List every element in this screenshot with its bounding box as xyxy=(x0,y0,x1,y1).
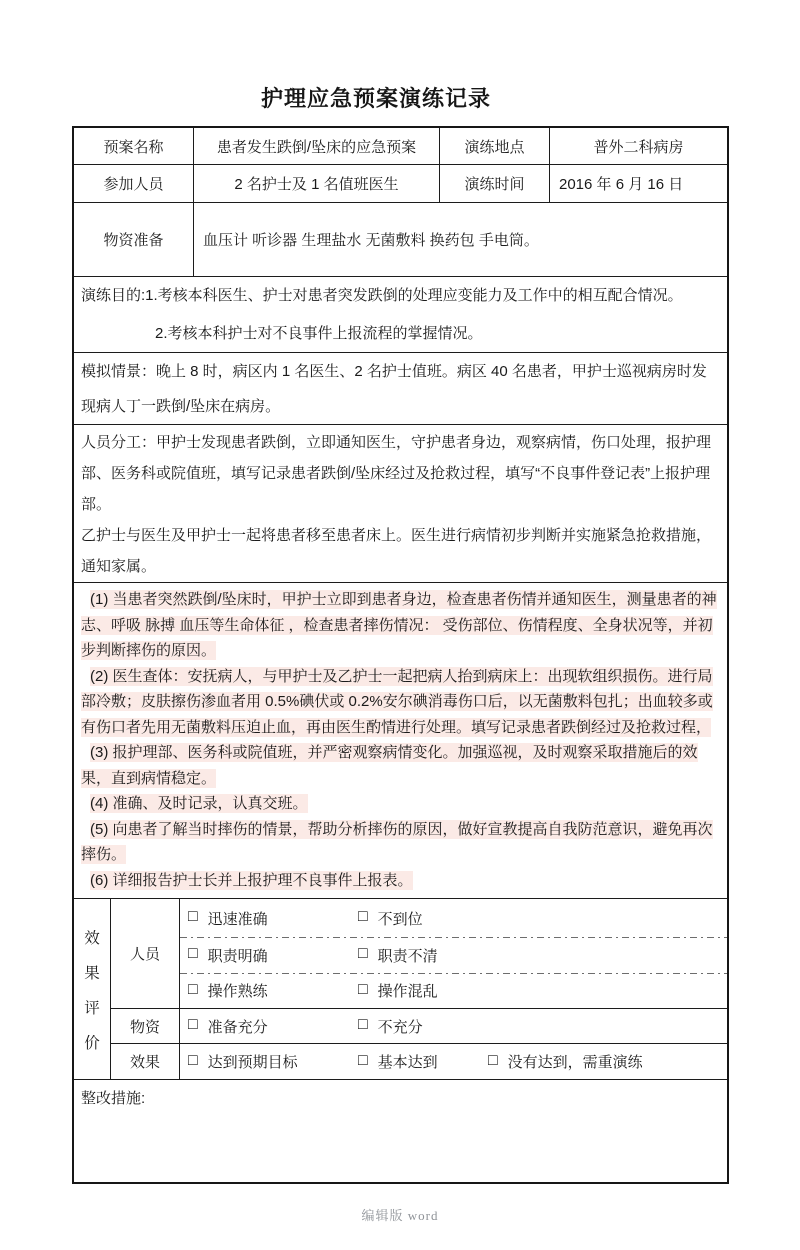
time-value: 2016 年 6 月 16 日 xyxy=(549,165,727,202)
procedure-item-5 xyxy=(81,817,720,868)
option-label: 职责不清 xyxy=(377,947,438,965)
procedure-item-4 xyxy=(81,791,720,817)
division-para-2: 乙护士与医生及甲护士一起将患者移至患者床上。医生进行病情初步判断并实施紧急抢救措施，通知家属。 xyxy=(81,527,712,575)
side-label-char: 评 xyxy=(84,999,100,1017)
eval-row-supplies xyxy=(180,1009,727,1044)
procedure-item-2 xyxy=(81,664,720,741)
option-duty-clear xyxy=(188,945,358,966)
option-label: 迅速准确 xyxy=(207,910,268,928)
side-label-char: 价 xyxy=(84,1034,100,1052)
plan-name-value: 患者发生跌倒/坠床的应急预案 xyxy=(193,128,439,164)
rectification-label: 整改措施: xyxy=(81,1090,146,1107)
option-not-in-place xyxy=(358,908,423,929)
purpose-line-2: 2.考核本科护士对不良事件上报流程的掌握情况。 xyxy=(155,325,483,342)
option-label: 达到预期目标 xyxy=(207,1054,298,1071)
option-goal-reached xyxy=(188,1051,358,1072)
location-label: 演练地点 xyxy=(439,128,549,164)
eval-row-speed xyxy=(180,899,727,937)
location-value: 普外二科病房 xyxy=(549,128,727,164)
checkbox-icon[interactable]: □ xyxy=(358,980,368,998)
section-procedure xyxy=(74,582,727,898)
highlighted-text: (4) 准确、及时记录，认真交班。 xyxy=(90,795,308,812)
row-plan-name xyxy=(74,128,727,164)
highlighted-text: (6) 详细报告护士长并上报护理不良事件上报表。 xyxy=(90,871,413,889)
checkbox-icon[interactable]: □ xyxy=(358,1016,368,1033)
group-label-personnel: 人员 xyxy=(111,899,180,1009)
row-participants xyxy=(74,164,727,202)
option-quick-accurate xyxy=(188,908,358,929)
procedure-item-6 xyxy=(81,868,720,894)
option-duty-unclear xyxy=(358,945,438,966)
section-rectification xyxy=(74,1079,727,1182)
side-label-char: 果 xyxy=(84,964,100,982)
side-label-char: 效 xyxy=(84,929,100,947)
option-label: 没有达到，需重演练 xyxy=(507,1054,643,1071)
row-supplies xyxy=(74,202,727,276)
plan-name-label: 预案名称 xyxy=(103,138,164,156)
checkbox-icon[interactable]: □ xyxy=(188,1016,198,1033)
eval-row-effect xyxy=(180,1044,727,1079)
highlighted-text: (1) 当患者突然跌倒/坠床时，甲护士立即到患者身边，检查患者伤情并通知医生，测量患者的神志、呼吸 脉搏 血压等生命体征 ，检查患者摔伤情况： 受伤部位、伤情程度、全身状况等，并初步判断摔伤的原因。 xyxy=(81,591,717,659)
option-label: 不充分 xyxy=(377,1018,423,1036)
option-label: 职责明确 xyxy=(207,947,268,965)
highlighted-text: (2) 医生查体：安抚病人，与甲护士及乙护士一起把病人抬到病床上：出现软组织损伤。进行局部冷敷；皮肤擦伤渗血者用 0.5%碘伏或 0.2%安尔碘消毒伤口后，以无菌敷料包扎；出血较多或有伤口者先用无菌敷料压迫止血，再由医生酌情进行处理。填写记录患者跌倒经过及抢救过程， xyxy=(81,667,713,736)
division-para-1: 人员分工：甲护士发现患者跌倒，立即通知医生，守护患者身边，观察病情，伤口处理，报护理部、医务科或院值班，填写记录患者跌倒/坠床经过及抢救过程，填写“不良事件登记表”上报护理部。 xyxy=(81,434,712,513)
option-operation-skilled xyxy=(188,980,358,1001)
checkbox-icon[interactable]: □ xyxy=(358,1051,368,1069)
checkbox-icon[interactable]: □ xyxy=(188,945,198,962)
supplies-label: 物资准备 xyxy=(103,232,164,249)
procedure-item-1 xyxy=(81,587,720,664)
evaluation-side-label xyxy=(74,899,111,1079)
option-label: 不到位 xyxy=(377,910,423,928)
checkbox-icon[interactable]: □ xyxy=(188,1051,198,1069)
section-purpose xyxy=(74,276,727,352)
group-label-supplies: 物资 xyxy=(111,1009,180,1044)
option-label: 操作混乱 xyxy=(377,983,438,1000)
procedure-item-3 xyxy=(81,740,720,791)
highlighted-text: (5) 向患者了解当时摔伤的情景，帮助分析摔伤的原因，做好宣教提高自我防范意识，避免再次摔伤。 xyxy=(81,820,713,863)
purpose-line-1: 演练目的:1.考核本科医生、护士对患者突发跌倒的处理应变能力及工作中的相互配合情况。 xyxy=(81,287,683,304)
supplies-value: 血压计 听诊器 生理盐水 无菌敷料 换药包 手电筒。 xyxy=(193,203,727,276)
time-label: 演练时间 xyxy=(439,165,549,202)
participants-label: 参加人员 xyxy=(103,176,164,193)
eval-row-duty xyxy=(180,937,727,973)
option-label: 操作熟练 xyxy=(207,983,268,1000)
participants-value: 2 名护士及 1 名值班医生 xyxy=(193,165,439,202)
option-not-reached xyxy=(488,1051,643,1072)
checkbox-icon[interactable]: □ xyxy=(188,980,198,998)
highlighted-text: (3) 报护理部、医务科或院值班，并严密观察病情变化。加强巡视，及时观察采取措施后的效果，直到病情稳定。 xyxy=(81,744,698,787)
eval-row-operation xyxy=(180,973,727,1009)
section-evaluation xyxy=(74,898,727,1079)
checkbox-icon[interactable]: □ xyxy=(358,908,368,925)
option-basically-reached xyxy=(358,1051,488,1072)
group-label-effect: 效果 xyxy=(111,1044,180,1079)
section-scenario xyxy=(74,352,727,424)
option-label: 准备充分 xyxy=(207,1018,268,1036)
scenario-text: 模拟情景：晚上 8 时，病区内 1 名医生、2 名护士值班。病区 40 名患者，甲护士巡视病房时发现病人丁一跌倒/坠床在病房。 xyxy=(81,363,707,415)
option-insufficient xyxy=(358,1016,423,1037)
checkbox-icon[interactable]: □ xyxy=(358,945,368,962)
footer-watermark: 编辑版 word xyxy=(361,1208,439,1223)
option-prepared xyxy=(188,1016,358,1037)
drill-record-form xyxy=(72,126,729,1184)
option-label: 基本达到 xyxy=(377,1054,438,1071)
option-operation-chaotic xyxy=(358,980,438,1001)
section-division xyxy=(74,424,727,582)
page-title: 护理应急预案演练记录 xyxy=(260,86,491,111)
checkbox-icon[interactable]: □ xyxy=(188,908,198,925)
checkbox-icon[interactable]: □ xyxy=(488,1051,498,1069)
